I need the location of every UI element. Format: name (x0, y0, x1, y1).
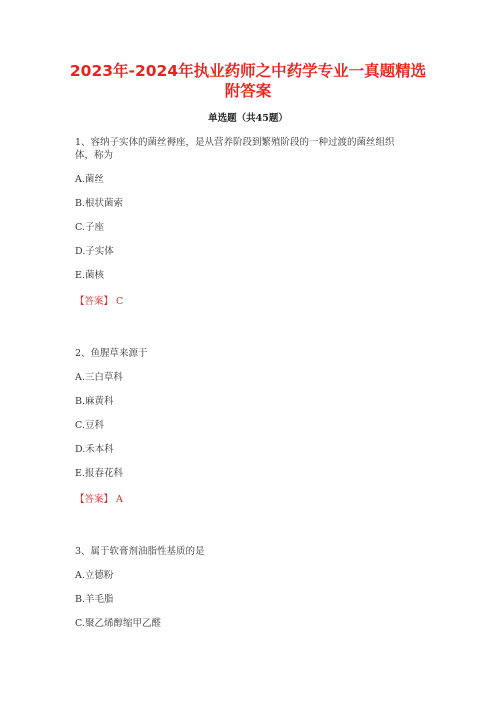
question-2-option-d: D.禾本科 (75, 444, 114, 455)
answer-label: 【答案】 (75, 494, 114, 505)
answer-label: 【答案】 (75, 296, 114, 307)
question-2-stem: 2、鱼腥草来源于 (75, 348, 148, 359)
question-3-option-b: B.羊毛脂 (75, 594, 114, 605)
question-2-option-e: E.报春花科 (75, 468, 123, 479)
question-1-stem-line2: 体，称为 (75, 150, 114, 161)
question-3-option-a: A.立德粉 (75, 570, 114, 581)
document-title-line2: 附答案 (224, 82, 272, 100)
document-title-line1: 2023年-2024年执业药师之中药学专业一真题精选 (69, 62, 427, 80)
question-1-stem-line1: 1、容纳子实体的菌丝褥座，是从营养阶段到繁殖阶段的一种过渡的菌丝组织 (75, 137, 395, 148)
answer-value: A (116, 494, 123, 505)
question-3-option-c: C.聚乙烯醇缩甲乙醛 (75, 618, 161, 629)
question-1-option-d: D.子实体 (75, 246, 114, 257)
question-1-option-e: E.菌核 (75, 270, 104, 281)
question-1-option-c: C.子座 (75, 222, 104, 233)
section-heading: 单选题（共45题） (208, 113, 288, 124)
question-1-option-a: A.菌丝 (75, 174, 104, 185)
question-1-option-b: B.根状菌索 (75, 198, 124, 209)
answer-value: C (116, 296, 124, 307)
question-1-answer (75, 296, 123, 308)
question-2-answer (75, 494, 123, 506)
question-2-option-b: B.麻黄科 (75, 396, 114, 407)
question-2-option-a: A.三白草科 (75, 372, 123, 383)
question-2-option-c: C.豆科 (75, 420, 104, 431)
question-3-stem: 3、属于软膏剂油脂性基质的是 (75, 546, 205, 557)
